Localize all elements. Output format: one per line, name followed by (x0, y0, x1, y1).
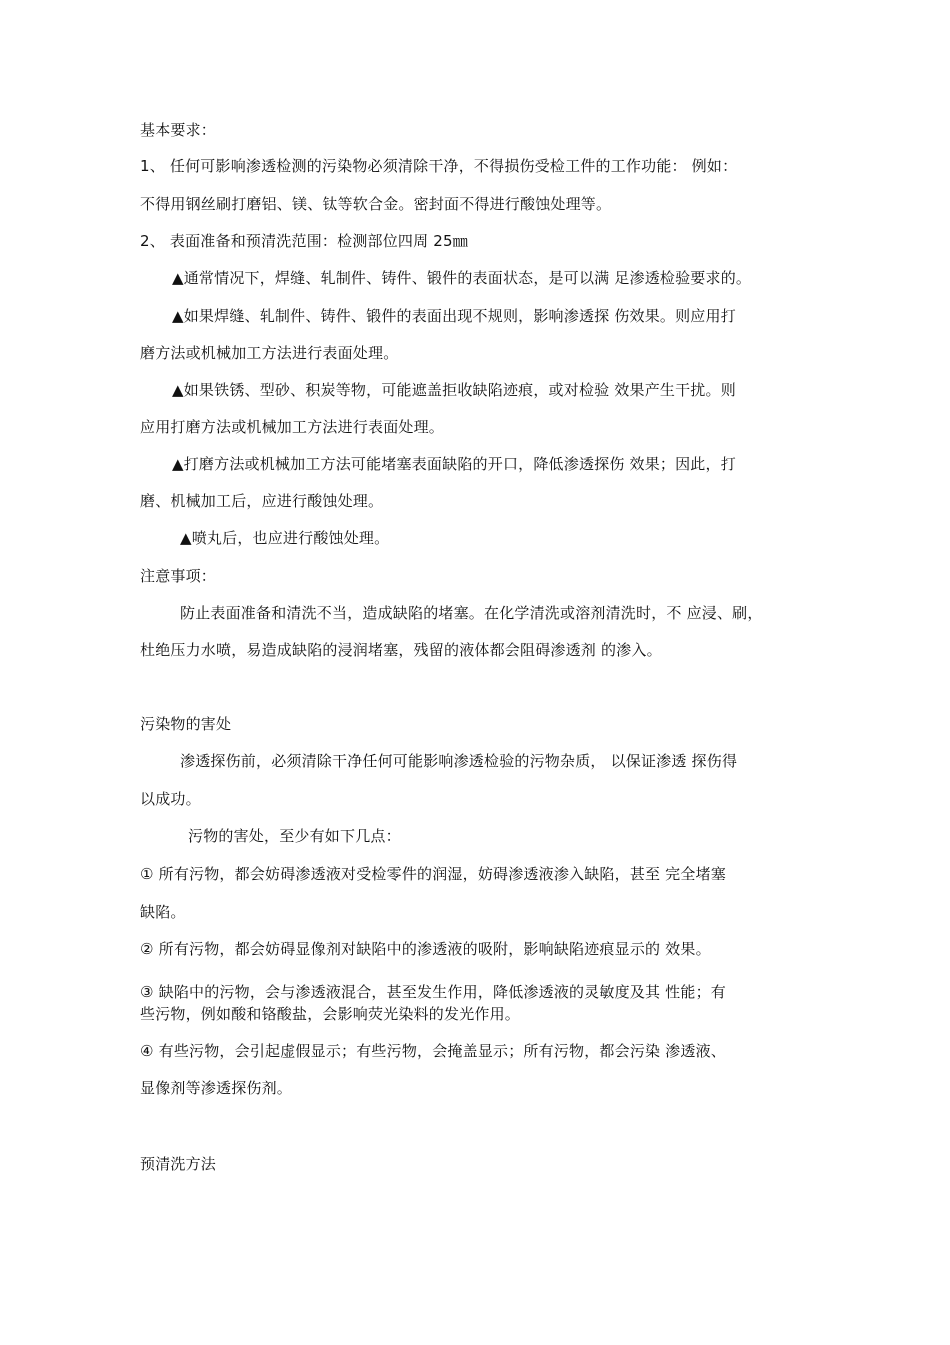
paragraph-line: 2、 表面准备和预清洗范围：检测部位四周 25㎜ (140, 232, 468, 250)
paragraph-line: 防止表面准备和清洗不当，造成缺陷的堵塞。在化学清洗或溶剂清洗时，不 应浸、刷， (180, 604, 763, 622)
bullet-line: ▲打磨方法或机械加工方法可能堵塞表面缺陷的开口，降低渗透探伤 效果；因此，打 (172, 455, 736, 473)
paragraph-line: 磨方法或机械加工方法进行表面处理。 (140, 344, 399, 362)
list-item-3: ③ 缺陷中的污物，会与渗透液混合，甚至发生作用，降低渗透液的灵敏度及其 性能；有 (140, 983, 726, 1001)
heading-pre-cleaning-methods: 预清洗方法 (140, 1155, 217, 1173)
paragraph-line: 不得用钢丝刷打磨铝、镁、钛等软合金。密封面不得进行酸蚀处理等。 (140, 195, 612, 213)
heading-contaminant-harm: 污染物的害处 (140, 715, 232, 733)
paragraph-line: 应用打磨方法或机械加工方法进行表面处理。 (140, 418, 445, 436)
bullet-line: ▲喷丸后，也应进行酸蚀处理。 (180, 529, 390, 547)
paragraph-line: 以成功。 (140, 790, 201, 808)
bullet-line: ▲如果铁锈、型砂、积炭等物，可能遮盖拒收缺陷迹痕，或对检验 效果产生干扰。则 (172, 381, 736, 399)
paragraph-line: 渗透探伤前，必须清除干净任何可能影响渗透检验的污物杂质， 以保证渗透 探伤得 (180, 752, 738, 770)
list-item-4: ④ 有些污物，会引起虚假显示；有些污物，会掩盖显示；所有污物，都会污染 渗透液、 (140, 1042, 726, 1060)
heading-notes: 注意事项： (140, 567, 217, 585)
paragraph-line: 些污物，例如酸和铬酸盐，会影响荧光染料的发光作用。 (140, 1005, 521, 1023)
bullet-line: ▲如果焊缝、轧制件、铸件、锻件的表面出现不规则，影响渗透探 伤效果。则应用打 (172, 307, 736, 325)
list-item-2: ② 所有污物，都会妨碍显像剂对缺陷中的渗透液的吸附，影响缺陷迹痕显示的 效果。 (140, 940, 711, 958)
heading-basic-requirements: 基本要求： (140, 121, 217, 139)
paragraph-line: 杜绝压力水喷，易造成缺陷的浸润堵塞，残留的液体都会阻碍渗透剂 的渗入。 (140, 641, 662, 659)
paragraph-line: 显像剂等渗透探伤剂。 (140, 1079, 293, 1097)
paragraph-line: 缺陷。 (140, 903, 186, 921)
list-item-1: ① 所有污物，都会妨碍渗透液对受检零件的润湿，妨碍渗透液渗入缺陷，甚至 完全堵塞 (140, 865, 726, 883)
bullet-line: ▲通常情况下，焊缝、轧制件、铸件、锻件的表面状态，是可以满 足渗透检验要求的。 (172, 269, 752, 287)
paragraph-line: 污物的害处，至少有如下几点： (188, 827, 401, 845)
paragraph-line: 1、 任何可影响渗透检测的污染物必须清除干净，不得损伤受检工件的工作功能： 例如： (140, 157, 738, 175)
paragraph-line: 磨、机械加工后，应进行酸蚀处理。 (140, 492, 384, 510)
